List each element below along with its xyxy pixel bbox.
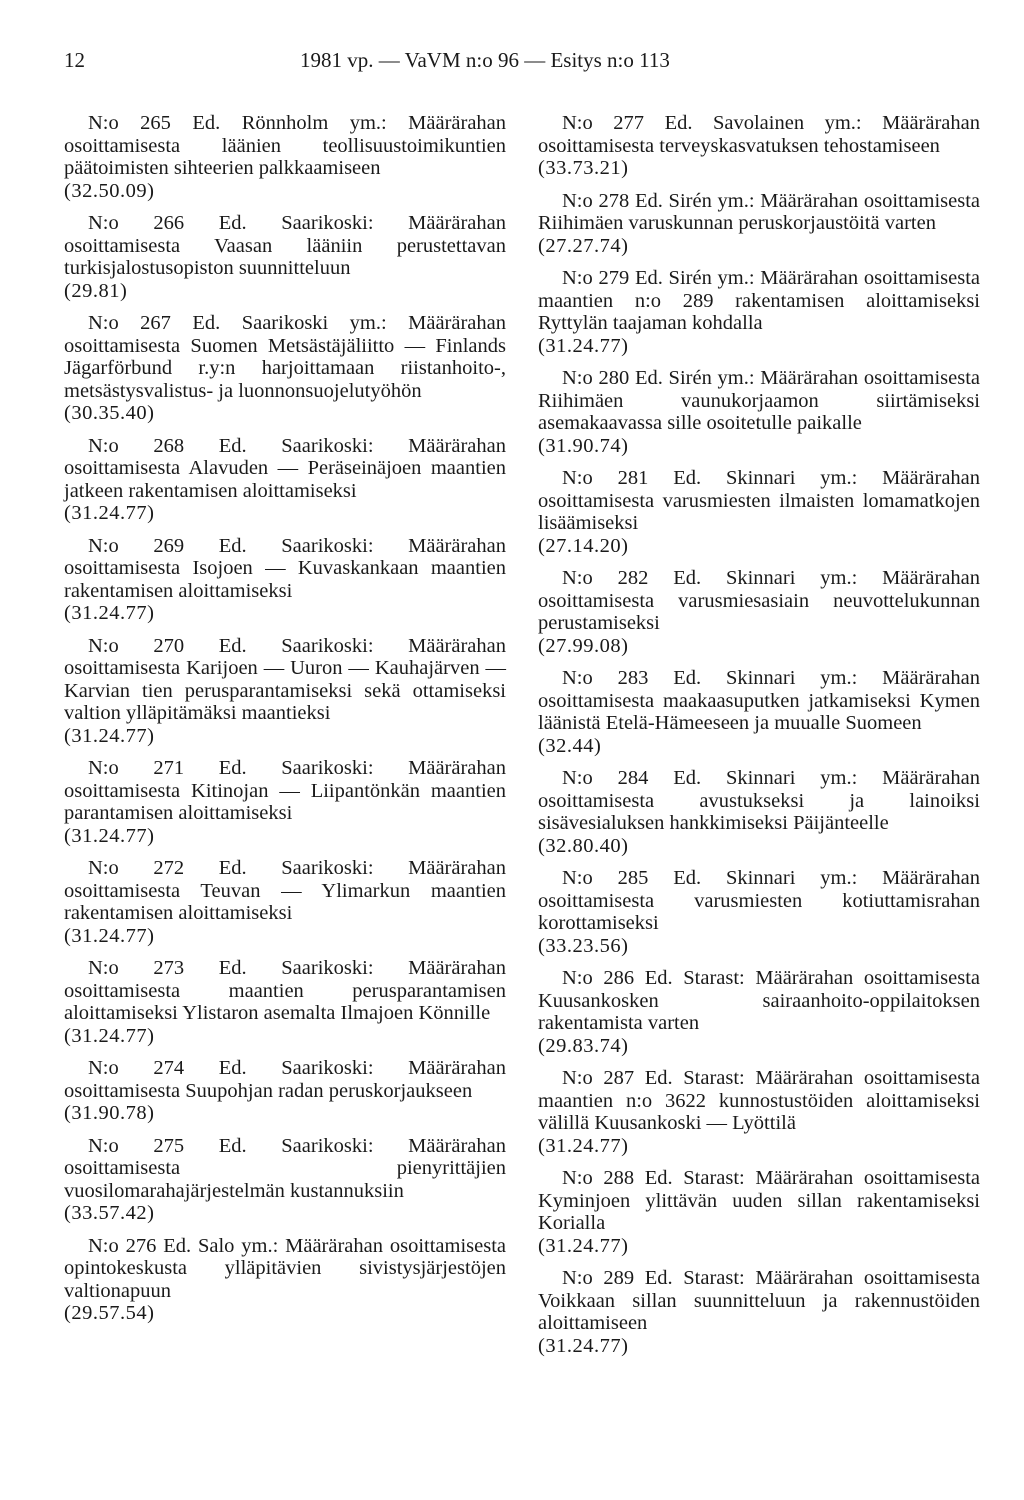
entry-number: N:o 268 <box>88 434 185 457</box>
list-item <box>538 367 980 457</box>
entry-text: Ed. Saarikoski: Määrärahan osoittamisesta maantien perusparantamisen aloittamiseksi Ylistaron asemalta Ilmajoen Könnille <box>64 957 507 1024</box>
list-item <box>538 1267 980 1357</box>
entry-number: N:o 288 <box>562 1167 635 1189</box>
entry-number: N:o 287 <box>562 1067 635 1089</box>
entry-body <box>64 312 506 402</box>
page-number: 12 <box>64 48 85 72</box>
entry-number: N:o 275 <box>88 1134 185 1157</box>
entry-text: Ed. Saarikoski: Määrärahan osoittamisesta pienyrittäjien vuosilomarahajärjestelmän kustannuksiin <box>64 1134 507 1202</box>
entry-body <box>538 1067 980 1135</box>
right-column <box>538 112 980 1367</box>
entry-number: N:o 273 <box>88 957 185 979</box>
entry-code: (33.57.42) <box>64 1202 155 1224</box>
entry-text: Ed. Starast: Määrärahan osoittamisesta Voikkaan sillan suunnitteluun ja rakennustöiden aloittamiseen <box>538 1267 981 1334</box>
entry-number: N:o 266 <box>88 212 185 234</box>
list-item <box>538 967 980 1057</box>
entry-number: N:o 265 <box>88 112 171 134</box>
entry-body <box>64 957 506 1025</box>
entry-body <box>538 267 980 335</box>
entry-body <box>64 857 506 925</box>
list-item <box>64 1235 506 1325</box>
list-item <box>538 112 980 180</box>
entry-number: N:o 280 <box>562 367 630 389</box>
list-item <box>64 435 506 525</box>
entry-code: (31.24.77) <box>64 924 155 947</box>
entry-code: (27.27.74) <box>538 234 629 257</box>
entry-number: N:o 267 <box>88 312 171 334</box>
list-item <box>64 212 506 302</box>
list-item <box>538 867 980 957</box>
entry-text: Ed. Saarikoski: Määrärahan osoittamisesta Vaasan lääniin perustettavan turkisjalostusopiston suunnitteluun <box>64 212 507 279</box>
list-item <box>538 567 980 657</box>
entry-text: Ed. Sirén ym.: Määrärahan osoittamisesta Riihimäen varuskunnan peruskorjaustöitä varten <box>538 189 981 234</box>
list-item <box>64 757 506 847</box>
page-header <box>64 48 964 78</box>
entry-text: Ed. Saarikoski: Määrärahan osoittamisesta Alavuden — Peräseinäjoen maantien jatkeen rakentamisen aloittamiseksi <box>64 434 507 502</box>
entry-number: N:o 285 <box>562 867 649 889</box>
entry-number: N:o 274 <box>88 1057 185 1079</box>
entry-body <box>64 1135 506 1203</box>
entry-text: Ed. Skinnari ym.: Määrärahan osoittamisesta varusmiesasiain neuvottelukunnan perustamiseksi <box>538 567 981 634</box>
entry-number: N:o 276 <box>88 1234 157 1257</box>
list-item <box>538 1067 980 1157</box>
entry-code: (29.81) <box>64 279 128 302</box>
entry-body <box>538 967 980 1035</box>
entry-text: Ed. Saarikoski ym.: Määrärahan osoittamisesta Suomen Metsästäjäliitto — Finlands Jägarförbund r.y:n harjoittamaan riistanhoito-, metsästysvalistus- ja luonnonsuojelutyöhön <box>64 312 507 402</box>
entry-number: N:o 281 <box>562 467 649 489</box>
entry-code: (31.24.77) <box>538 1334 629 1357</box>
entry-body <box>64 535 506 603</box>
list-item <box>538 267 980 357</box>
list-item <box>64 312 506 425</box>
entry-text: Ed. Starast: Määrärahan osoittamisesta maantien n:o 3622 kunnostustöiden aloittamiseksi välillä Kuusankoski — Lyöttilä <box>538 1067 981 1134</box>
entry-body <box>538 112 980 157</box>
entry-body <box>64 435 506 503</box>
entry-code: (31.24.77) <box>64 724 155 747</box>
entry-text: Ed. Saarikoski: Määrärahan osoittamisesta Kitinojan — Liipantönkän maantien parantamisen aloittamiseksi <box>64 757 507 824</box>
entry-number: N:o 272 <box>88 857 185 879</box>
running-title: 1981 vp. — VaVM n:o 96 — Esitys n:o 113 <box>300 48 670 72</box>
entry-text: Ed. Skinnari ym.: Määrärahan osoittamisesta varusmiesten kotiuttamisrahan korottamiseksi <box>538 867 981 934</box>
entry-text: Ed. Skinnari ym.: Määrärahan osoittamisesta varusmiesten ilmaisten lomamatkojen lisäämiseksi <box>538 467 981 534</box>
entry-text: Ed. Saarikoski: Määrärahan osoittamisesta Teuvan — Ylimarkun maantien rakentamisen aloittamiseksi <box>64 857 507 924</box>
entry-text: Ed. Saarikoski: Määrärahan osoittamisesta Suupohjan radan peruskorjaukseen <box>64 1057 507 1102</box>
entry-body <box>64 757 506 825</box>
entry-code: (31.24.77) <box>538 1134 629 1157</box>
entry-body <box>64 212 506 280</box>
list-item <box>538 190 980 258</box>
entry-text: Ed. Saarikoski: Määrärahan osoittamisesta Karijoen — Uuron — Kauhajärven — Karvian tien perusparantamiseksi sekä ottamiseksi valtion ylläpitämäksi maantieksi <box>64 634 507 724</box>
entry-body <box>64 635 506 725</box>
list-item <box>64 957 506 1047</box>
entry-text: Ed. Sirén ym.: Määrärahan osoittamisesta maantien n:o 289 rakentamisen aloittamiseksi Ryttylän taajaman kohdalla <box>538 267 981 334</box>
entry-text: Ed. Savolainen ym.: Määrärahan osoittamisesta terveyskasvatuksen tehostamiseen <box>538 112 981 157</box>
entry-code: (30.35.40) <box>64 402 155 424</box>
list-item <box>64 112 506 202</box>
entry-code: (29.57.54) <box>64 1302 155 1324</box>
entry-code: (32.80.40) <box>538 834 629 857</box>
entry-code: (27.14.20) <box>538 534 629 557</box>
left-column <box>64 112 506 1335</box>
entry-number: N:o 271 <box>88 757 185 779</box>
entry-number: N:o 282 <box>562 567 649 589</box>
list-item <box>64 857 506 947</box>
entry-code: (31.24.77) <box>64 502 155 524</box>
entry-body <box>64 1235 506 1303</box>
entry-text: Ed. Skinnari ym.: Määrärahan osoittamisesta maakaasuputken jatkamiseksi Kymen läänistä Etelä-Hämeeseen ja muualle Suomeen <box>538 667 981 734</box>
entry-text: Ed. Salo ym.: Määrärahan osoittamisesta opintokeskusta ylläpitävien sivistysjärjestöjen valtionapuun <box>64 1234 507 1302</box>
entry-text: Ed. Starast: Määrärahan osoittamisesta Kyminjoen ylittävän uuden sillan rakentamiseksi Korialla <box>538 1167 981 1234</box>
entry-body <box>538 367 980 435</box>
entry-text: Ed. Sirén ym.: Määrärahan osoittamisesta Riihimäen vaunukorjaamon siirtämiseksi asemakaavassa sille osoitetulle paikalle <box>538 367 981 434</box>
entry-text: Ed. Starast: Määrärahan osoittamisesta Kuusankosken sairaanhoito-oppilaitoksen rakentamista varten <box>538 967 981 1034</box>
entry-number: N:o 284 <box>562 767 649 789</box>
entry-code: (33.23.56) <box>538 934 629 957</box>
entry-body <box>538 467 980 535</box>
entry-code: (32.44) <box>538 734 602 757</box>
entry-number: N:o 269 <box>88 534 185 557</box>
entry-number: N:o 283 <box>562 667 649 689</box>
entry-text: Ed. Rönnholm ym.: Määrärahan osoittamisesta läänien teollisuustoimikuntien päätoimisten sihteerien palkkaamiseen <box>64 112 507 179</box>
entry-number: N:o 270 <box>88 634 185 657</box>
entry-code: (33.73.21) <box>538 157 629 179</box>
entry-body <box>538 667 980 735</box>
entry-number: N:o 289 <box>562 1267 635 1289</box>
entry-code: (31.90.74) <box>538 434 629 457</box>
entry-code: (31.24.77) <box>538 1234 629 1257</box>
list-item <box>538 767 980 857</box>
entry-code: (27.99.08) <box>538 634 629 657</box>
entry-code: (31.24.77) <box>538 334 629 357</box>
entry-code: (31.90.78) <box>64 1102 155 1124</box>
entry-code: (31.24.77) <box>64 824 155 847</box>
entry-body <box>64 1057 506 1102</box>
entry-code: (31.24.77) <box>64 1024 155 1047</box>
list-item <box>64 635 506 748</box>
entry-number: N:o 286 <box>562 967 635 989</box>
list-item <box>64 1057 506 1125</box>
entry-text: Ed. Skinnari ym.: Määrärahan osoittamisesta avustukseksi ja lainoiksi sisävesialuksen hankkimiseksi Päijänteelle <box>538 767 981 834</box>
list-item <box>538 667 980 757</box>
entry-code: (32.50.09) <box>64 179 155 202</box>
entry-body <box>538 767 980 835</box>
entry-code: (29.83.74) <box>538 1034 629 1057</box>
list-item <box>64 1135 506 1225</box>
entry-number: N:o 278 <box>562 189 630 212</box>
list-item <box>538 1167 980 1257</box>
entry-number: N:o 279 <box>562 267 630 289</box>
entry-body <box>538 867 980 935</box>
entry-text: Ed. Saarikoski: Määrärahan osoittamisesta Isojoen — Kuvaskankaan maantien rakentamisen aloittamiseksi <box>64 534 507 602</box>
entry-number: N:o 277 <box>562 112 645 134</box>
list-item <box>538 467 980 557</box>
entry-body <box>538 190 980 235</box>
entry-body <box>538 567 980 635</box>
entry-body <box>538 1167 980 1235</box>
entry-code: (31.24.77) <box>64 602 155 624</box>
list-item <box>64 535 506 625</box>
entry-body <box>64 112 506 180</box>
entry-body <box>538 1267 980 1335</box>
